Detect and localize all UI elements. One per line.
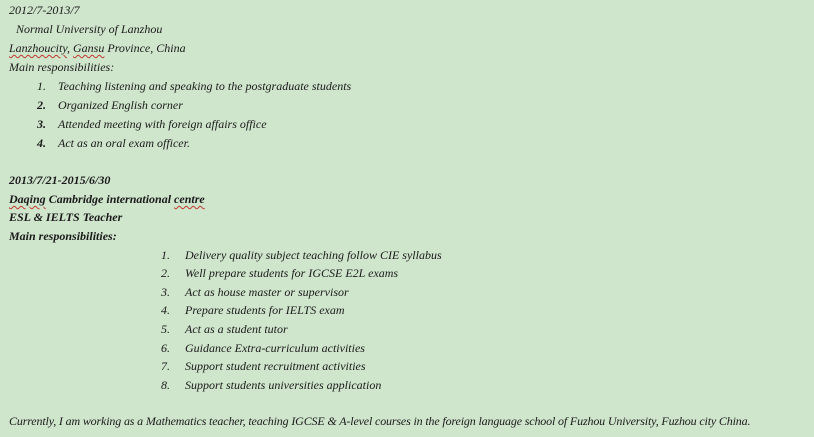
job2-org-word1: Daqing — [9, 192, 46, 206]
list-item-text: Guidance Extra-curriculum activities — [185, 341, 365, 355]
list-item-text: Well prepare students for IGCSE E2L exams — [185, 266, 399, 280]
list-item-number: 5. — [161, 322, 170, 336]
list-item-number: 4. — [37, 136, 46, 150]
job1-location — [9, 41, 186, 56]
list-item-text: Act as an oral exam officer. — [58, 136, 190, 150]
list-item-text: Organized English corner — [58, 98, 183, 112]
job2-responsibilities-heading: Main responsibilities: — [9, 229, 117, 243]
list-item-number: 3. — [161, 285, 170, 299]
list-item-number: 3. — [37, 117, 46, 131]
list-item-number: 1. — [161, 248, 170, 262]
job1-location-province: Gansu — [73, 41, 105, 55]
job2-org-rest: Cambridge international — [45, 192, 175, 206]
job2-org-word2: centre — [174, 192, 205, 206]
job1-location-rest: Province, China — [104, 41, 186, 55]
list-item-text: Delivery quality subject teaching follow CIE syllabus — [185, 248, 442, 262]
current-position-statement: Currently, I am working as a Mathematics teacher, teaching IGCSE & A-level courses in the foreign language school of Fuzhou University, Fuzhou city China. — [9, 414, 751, 428]
list-item-text: Support students universities application — [185, 378, 382, 392]
list-item-number: 2. — [37, 98, 46, 112]
list-item-text: Act as house master or supervisor — [185, 285, 349, 299]
job2-dates: 2013/7/21-2015/6/30 — [9, 173, 111, 187]
list-item-number: 4. — [161, 303, 170, 317]
job1-organization: Normal University of Lanzhou — [16, 22, 163, 36]
list-item-text: Teaching listening and speaking to the postgraduate students — [58, 79, 352, 93]
list-item-number: 2. — [161, 266, 170, 280]
job1-location-separator: , — [67, 41, 74, 55]
job1-dates: 2012/7-2013/7 — [9, 3, 80, 17]
list-item-text: Act as a student tutor — [185, 322, 288, 336]
list-item-number: 6. — [161, 341, 170, 355]
list-item-number: 8. — [161, 378, 170, 392]
list-item-text: Support student recruitment activities — [185, 359, 366, 373]
list-item-text: Attended meeting with foreign affairs office — [58, 117, 267, 131]
job2-title: ESL & IELTS Teacher — [9, 210, 123, 224]
list-item-number: 1. — [37, 79, 46, 93]
job2-organization — [9, 192, 205, 207]
list-item-text: Prepare students for IELTS exam — [185, 303, 345, 317]
job1-location-city: Lanzhoucity — [9, 41, 68, 55]
list-item-number: 7. — [161, 359, 170, 373]
job1-responsibilities-heading: Main responsibilities: — [9, 60, 115, 74]
